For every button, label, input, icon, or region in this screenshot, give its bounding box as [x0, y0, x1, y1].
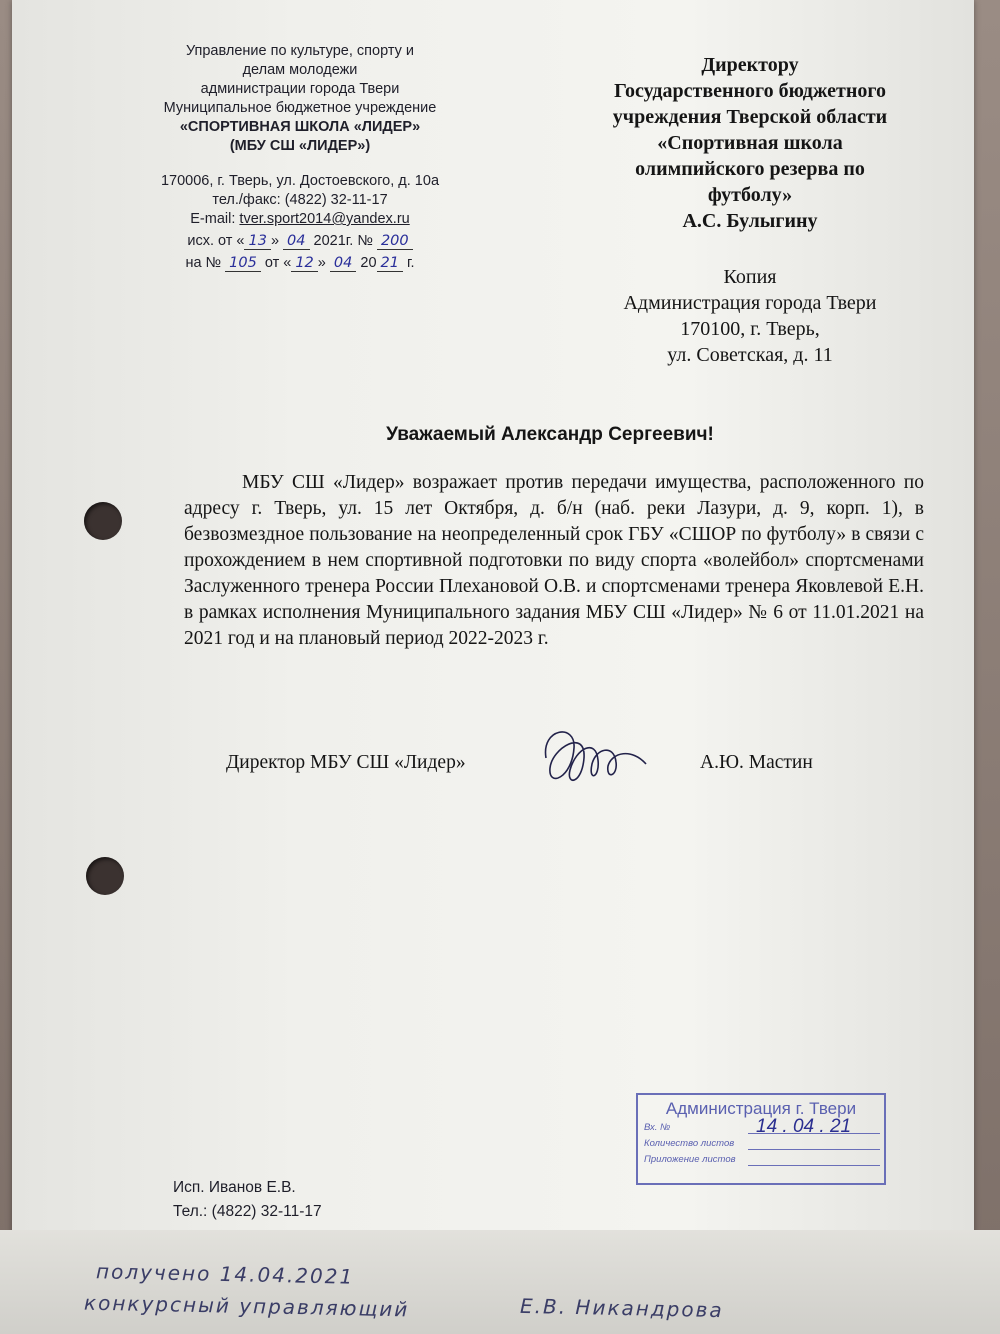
sender-dept-line3: администрации города Твери: [200, 81, 400, 97]
outgoing-ref: [150, 232, 450, 251]
outgoing-number: 200: [377, 233, 413, 250]
incoming-prefix: на №: [185, 255, 222, 271]
recipient-line5: олимпийского резерва по: [635, 158, 865, 180]
recipient-block: [580, 52, 920, 368]
sender-email-label: E-mail:: [190, 211, 240, 227]
signature-row: [226, 748, 866, 808]
incoming-ref: [150, 254, 450, 273]
sender-address: 170006, г. Тверь, ул. Достоевского, д. 10а: [160, 173, 440, 189]
sender-dept-line2: делам молодежи: [242, 62, 358, 78]
sender-email-line: [150, 210, 450, 229]
sender-org-name: «СПОРТИВНАЯ ШКОЛА «ЛИДЕР»: [179, 119, 421, 135]
outgoing-day: 13: [244, 233, 270, 250]
incoming-suffix: г.: [407, 255, 415, 271]
incoming-day: 12: [291, 255, 317, 272]
incoming-from: от «: [264, 255, 292, 271]
handwritten-signature: [536, 718, 656, 798]
incoming-number: 105: [225, 255, 261, 272]
recipient-line2: Государственного бюджетного: [614, 80, 886, 102]
recipient-line6: футболу»: [707, 184, 793, 206]
copy-line1: Администрация города Твери: [623, 292, 877, 314]
incoming-year: 21: [377, 255, 403, 272]
recipient-line7: А.С. Булыгину: [682, 210, 818, 232]
stamp-date: 14 . 04 . 21: [756, 1116, 852, 1137]
signatory-name: А.Ю. Мастин: [700, 752, 813, 773]
outgoing-prefix: исх. от «: [187, 233, 245, 249]
sender-org-short: (МБУ СШ «ЛИДЕР»): [229, 138, 371, 154]
punch-hole-top: [84, 502, 122, 540]
stamp-title: Администрация г. Твери: [665, 1099, 857, 1118]
punch-hole-bottom: [86, 857, 124, 895]
recipient-line1: Директору: [701, 54, 799, 76]
recipient-line3: учреждения Тверской области: [612, 106, 888, 128]
incoming-sep: »: [317, 255, 326, 271]
handwritten-received: получено 14.04.2021: [95, 1259, 355, 1289]
sender-letterhead: [150, 42, 450, 273]
sender-phone: тел./факс: (4822) 32-11-17: [212, 192, 388, 208]
copy-line3: ул. Советская, д. 11: [667, 344, 833, 366]
letter-body: МБУ СШ «Лидер» возражает против передачи имущества, расположенного по адресу г. Тверь, ул. 15 лет Октября, д. б/н (наб. реки Лазури, д. 9, корп. 1), в безвозмездное пользование на неопределенный срок ГБУ «СШОР по футболу» в связи с прохождением в нем спортивной подготовки по виду спорта «волейбол» спортсменами Заслуженного тренера России Плехановой О.В. и спортсменами тренера Яковлевой Е.Н. в рамках исполнения Муниципального задания МБУ СШ «Лидер» № 6 от 11.01.2021 на 2021 год и на плановый период 2022-2023 г.: [184, 472, 924, 649]
stamp-sheets-label: Количество листов: [644, 1138, 735, 1149]
executor-block: [173, 1176, 322, 1224]
salutation: Уважаемый Александр Сергеевич!: [386, 424, 714, 445]
incoming-year-prefix: 20: [360, 255, 377, 271]
sender-dept-line1: Управление по культуре, спорту и: [185, 43, 415, 59]
outgoing-month: 04: [283, 233, 309, 250]
executor-name: Исп. Иванов Е.В.: [173, 1179, 296, 1196]
handwritten-name: Е.В. Никандрова: [519, 1293, 724, 1323]
stamp-sheets-line: [638, 1138, 884, 1151]
sender-org-type: Муниципальное бюджетное учреждение: [163, 100, 437, 116]
sender-email: tver.sport2014@yandex.ru: [239, 211, 410, 227]
stamp-attachment-label: Приложение листов: [644, 1154, 736, 1165]
outgoing-sep: »: [270, 233, 280, 249]
copy-line2: 170100, г. Тверь,: [680, 318, 820, 340]
recipient-line4: «Спортивная школа: [657, 132, 843, 154]
stamp-attachment-line: [638, 1154, 884, 1167]
registration-stamp: [636, 1093, 886, 1185]
incoming-month: 04: [330, 255, 356, 272]
stamp-incoming-label: Вх. №: [644, 1122, 671, 1133]
handwritten-role: конкурсный управляющий: [83, 1290, 410, 1322]
copy-label: Копия: [723, 266, 777, 288]
signatory-title: Директор МБУ СШ «Лидер»: [226, 752, 466, 773]
outgoing-year-label: 2021г. №: [313, 233, 373, 249]
executor-phone: Тел.: (4822) 32-11-17: [173, 1203, 322, 1220]
